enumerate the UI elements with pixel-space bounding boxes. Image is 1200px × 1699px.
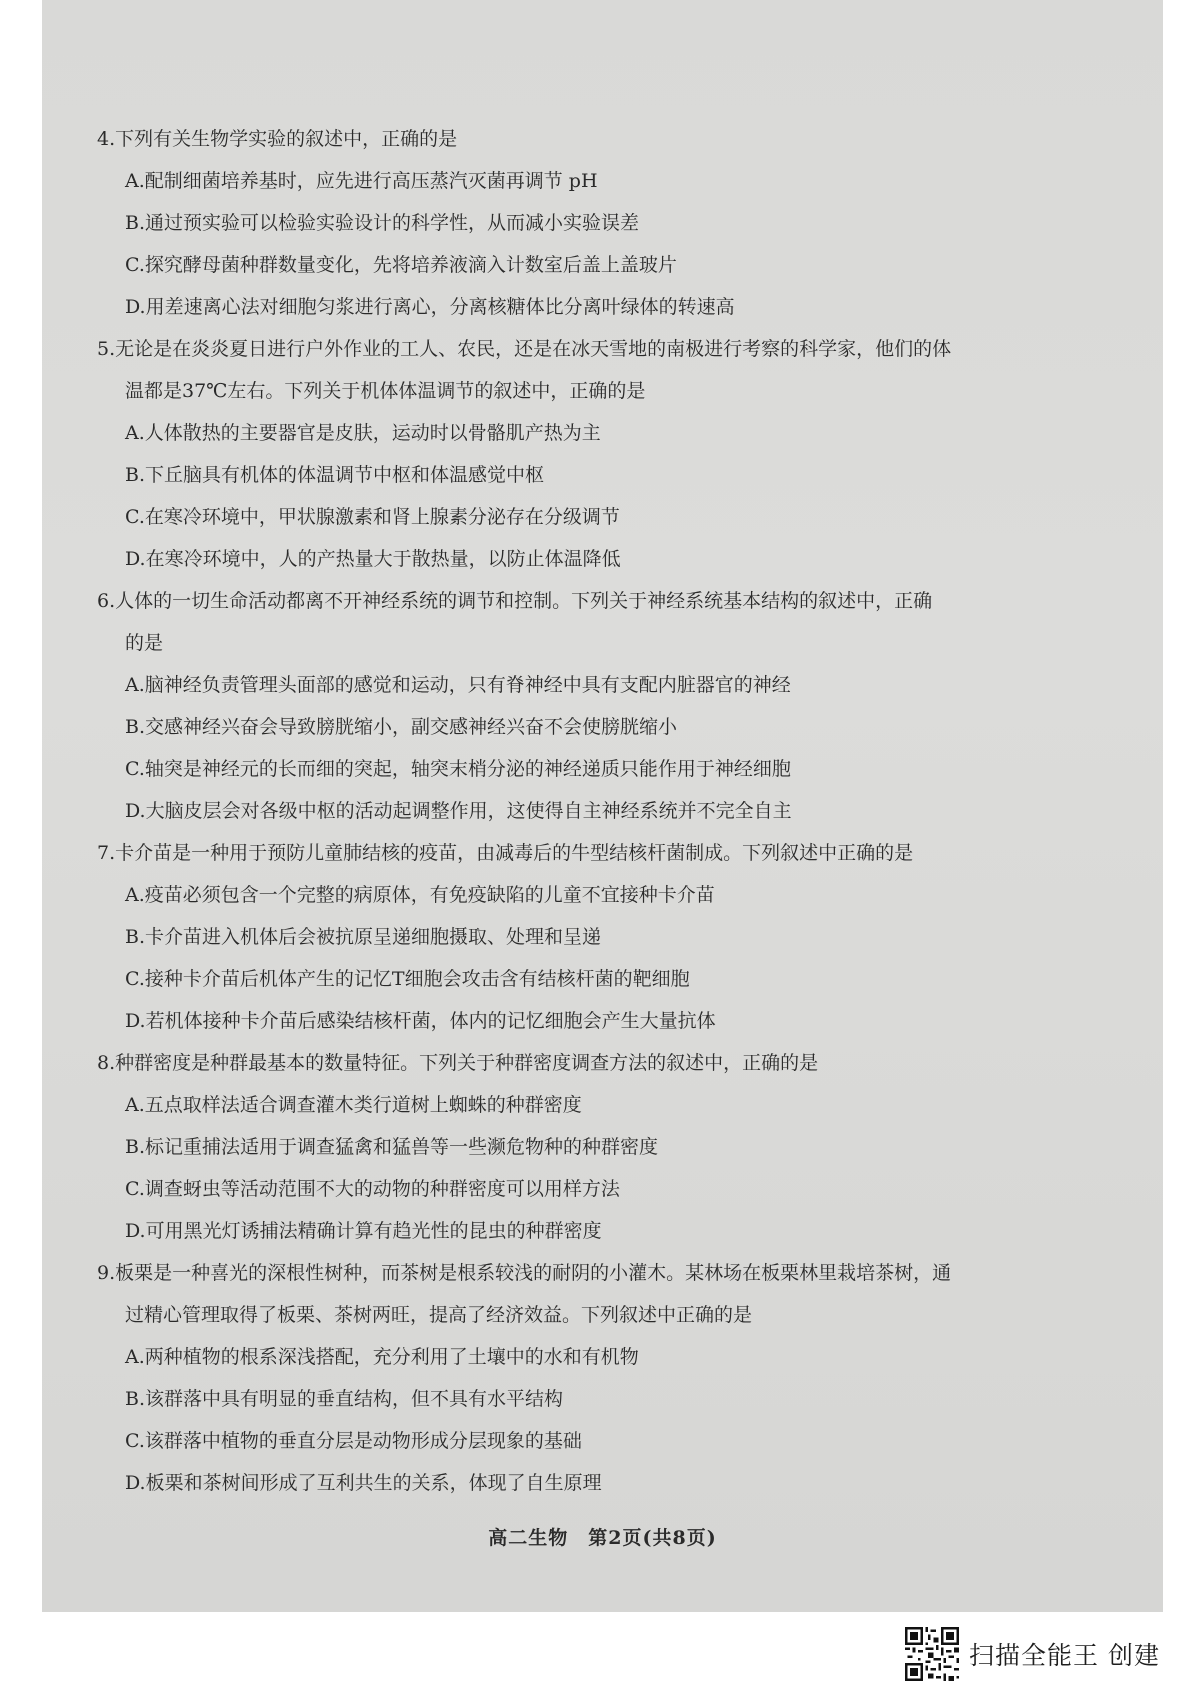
- scanner-watermark: [905, 1626, 1160, 1682]
- page-footer: 高二生物 第2页(共8页): [488, 1527, 717, 1549]
- question-7: [97, 832, 1137, 1042]
- question-5: [97, 328, 1137, 580]
- question-stem-continued: 的是: [125, 632, 164, 654]
- question-stem: 9.板栗是一种喜光的深根性树种，而茶树是根系较浅的耐阴的小灌木。某林场在板栗林里栽培茶树，通: [97, 1262, 952, 1284]
- question-stem: 6.人体的一切生命活动都离不开神经系统的调节和控制。下列关于神经系统基本结构的叙述中，正确: [97, 590, 933, 612]
- option-b: B.该群落中具有明显的垂直结构，但不具有水平结构: [125, 1388, 564, 1410]
- option-b: B.交感神经兴奋会导致膀胱缩小，副交感神经兴奋不会使膀胱缩小: [125, 716, 678, 738]
- option-c: C.在寒冷环境中，甲状腺激素和肾上腺素分泌存在分级调节: [125, 506, 620, 528]
- option-c: C.轴突是神经元的长而细的突起，轴突末梢分泌的神经递质只能作用于神经细胞: [125, 758, 791, 780]
- option-c: C.接种卡介苗后机体产生的记忆T细胞会攻击含有结核杆菌的靶细胞: [125, 968, 690, 990]
- question-stem: 4.下列有关生物学实验的叙述中，正确的是: [97, 128, 458, 150]
- question-4: [97, 118, 1137, 328]
- option-c: C.调查蚜虫等活动范围不大的动物的种群密度可以用样方法: [125, 1178, 620, 1200]
- option-d: D.可用黑光灯诱捕法精确计算有趋光性的昆虫的种群密度: [125, 1220, 602, 1242]
- option-a: A.脑神经负责管理头面部的感觉和运动，只有脊神经中具有支配内脏器官的神经: [125, 674, 791, 696]
- option-d: D.若机体接种卡介苗后感染结核杆菌，体内的记忆细胞会产生大量抗体: [125, 1010, 716, 1032]
- option-c: C.探究酵母菌种群数量变化，先将培养液滴入计数室后盖上盖玻片: [125, 254, 677, 276]
- question-6: [97, 580, 1137, 832]
- option-d: D.在寒冷环境中，人的产热量大于散热量，以防止体温降低: [125, 548, 621, 570]
- option-b: B.标记重捕法适用于调查猛禽和猛兽等一些濒危物种的种群密度: [125, 1136, 659, 1158]
- watermark-text: 扫描全能王 创建: [969, 1641, 1160, 1670]
- question-stem: 7.卡介苗是一种用于预防儿童肺结核的疫苗，由减毒后的牛型结核杆菌制成。下列叙述中正确的是: [97, 842, 914, 864]
- question-list: [97, 118, 1137, 1504]
- question-stem: 8.种群密度是种群最基本的数量特征。下列关于种群密度调查方法的叙述中，正确的是: [97, 1052, 819, 1074]
- option-a: A.配制细菌培养基时，应先进行高压蒸汽灭菌再调节 pH: [125, 170, 598, 192]
- option-a: A.疫苗必须包含一个完整的病原体，有免疫缺陷的儿童不宜接种卡介苗: [125, 884, 715, 906]
- option-d: D.大脑皮层会对各级中枢的活动起调整作用，这使得自主神经系统并不完全自主: [125, 800, 792, 822]
- option-b: B.下丘脑具有机体的体温调节中枢和体温感觉中枢: [125, 464, 545, 486]
- question-stem: 5.无论是在炎炎夏日进行户外作业的工人、农民，还是在冰天雪地的南极进行考察的科学家，他们的体: [97, 338, 952, 360]
- option-b: B.卡介苗进入机体后会被抗原呈递细胞摄取、处理和呈递: [125, 926, 602, 948]
- question-9: [97, 1252, 1137, 1504]
- question-8: [97, 1042, 1137, 1252]
- option-a: A.五点取样法适合调查灌木类行道树上蜘蛛的种群密度: [125, 1094, 582, 1116]
- option-b: B.通过预实验可以检验实验设计的科学性，从而减小实验误差: [125, 212, 640, 234]
- option-d: D.板栗和茶树间形成了互利共生的关系，体现了自生原理: [125, 1472, 602, 1494]
- qr-code-icon: [905, 1627, 959, 1681]
- option-a: A.人体散热的主要器官是皮肤，运动时以骨骼肌产热为主: [125, 422, 601, 444]
- scanned-page: [42, 0, 1163, 1612]
- option-d: D.用差速离心法对细胞匀浆进行离心，分离核糖体比分离叶绿体的转速高: [125, 296, 735, 318]
- option-a: A.两种植物的根系深浅搭配，充分利用了土壤中的水和有机物: [125, 1346, 639, 1368]
- question-stem-continued: 过精心管理取得了板栗、茶树两旺，提高了经济效益。下列叙述中正确的是: [125, 1304, 753, 1326]
- option-c: C.该群落中植物的垂直分层是动物形成分层现象的基础: [125, 1430, 582, 1452]
- question-stem-continued: 温都是37℃左右。下列关于机体体温调节的叙述中，正确的是: [125, 380, 646, 402]
